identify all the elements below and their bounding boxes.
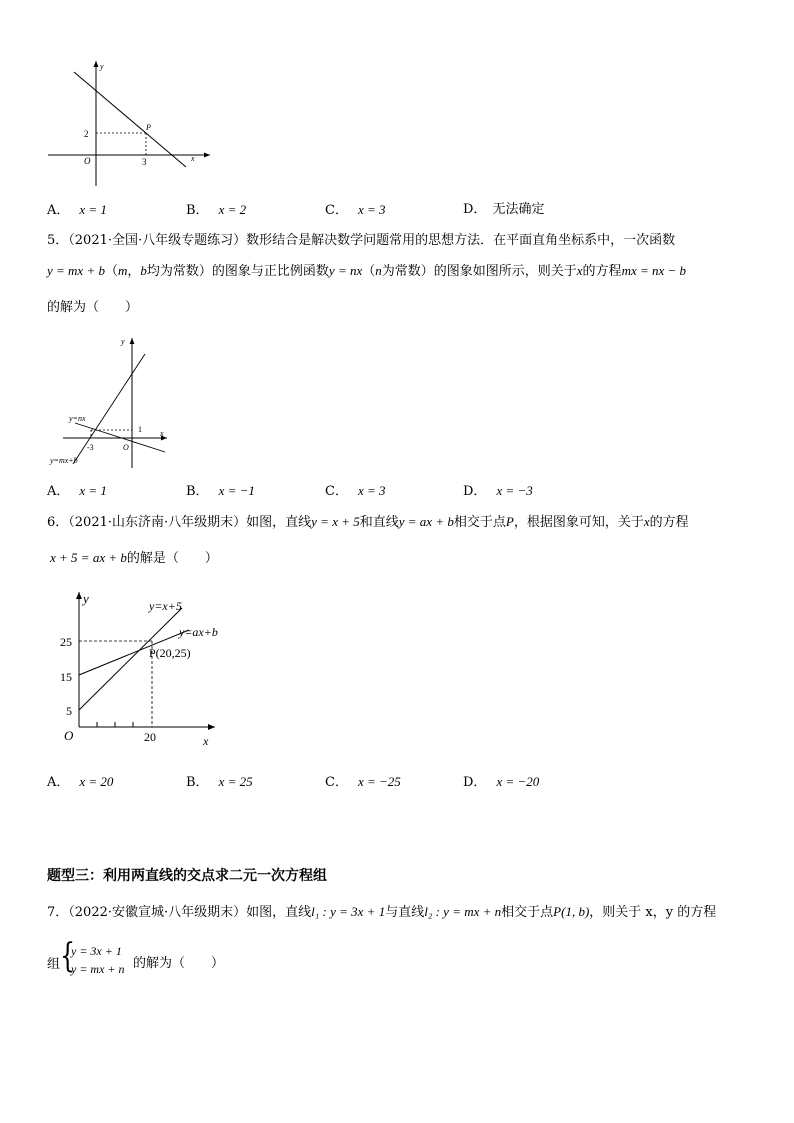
equation-l2: l₂ : y = mx + n (424, 904, 502, 919)
q4-option-b[interactable] (186, 201, 246, 220)
var-m: m (118, 263, 128, 278)
fig5-ymxb-label: y=mx+b (50, 456, 78, 465)
q5-option-b[interactable] (186, 482, 255, 501)
fig6-tick-15: 15 (60, 670, 72, 684)
fig6-y-label: y (83, 591, 89, 606)
option-label: B． (186, 484, 209, 499)
equation: mx = nx − b (621, 263, 687, 278)
fig5-y-label: y (121, 337, 125, 346)
text: 为常数）的图象如图所示，则关于 (381, 264, 577, 279)
q4-option-c[interactable] (325, 201, 386, 220)
question-text: 相交于点 (501, 905, 554, 920)
q6-line1 (47, 513, 689, 532)
var-n: n (375, 263, 382, 278)
question-source: （2022·安徽宣城·八年级期末） (68, 905, 247, 920)
q5-line3 (47, 299, 138, 317)
question-text: 的方程 (649, 515, 689, 530)
var-x: x (643, 514, 650, 529)
question-text: 数形结合是解决数学问题常用的思想方法．在平面直角坐标系中，一次函数 (246, 233, 676, 248)
fig5-tick-1: 1 (138, 425, 142, 434)
option-math: x = 1 (79, 202, 107, 217)
fig6-tick-25: 25 (60, 635, 72, 649)
q4-option-a[interactable] (47, 201, 107, 220)
q6-option-a[interactable] (47, 773, 113, 792)
q5-line2 (47, 262, 686, 281)
question-number: 5． (47, 233, 69, 248)
figure-q5-graph (45, 332, 175, 472)
fig1-tick-2: 2 (84, 129, 89, 139)
option-label: A． (47, 203, 70, 218)
fig1-x-label: x (191, 154, 195, 163)
figure-q6-graph (55, 588, 230, 750)
q7-answer-prompt: 的解为（ ） (133, 956, 225, 971)
text: （ (104, 264, 118, 279)
option-math: x = 3 (357, 483, 386, 498)
option-label: A． (47, 484, 70, 499)
q7-line2-prefix: 组 (47, 957, 61, 972)
question-source: （2021·全国·八年级专题练习） (68, 233, 247, 248)
option-label: D． (463, 202, 487, 217)
text: ， (127, 264, 141, 279)
q7-line1 (47, 903, 716, 922)
q6-option-c[interactable] (325, 773, 401, 792)
fig1-tick-3: 3 (142, 157, 147, 167)
question-text: 如图，直线 (246, 905, 312, 920)
option-label: C． (325, 484, 348, 499)
q4-option-d[interactable] (463, 201, 544, 219)
option-label: B． (186, 203, 209, 218)
fig5-x-label: x (160, 429, 164, 438)
fig6-line1-label: y=x+5 (149, 599, 182, 613)
q5-option-c[interactable] (325, 482, 386, 501)
question-text: 如图，直线 (246, 515, 312, 530)
q5-option-d[interactable] (463, 482, 533, 501)
fig6-tick-5: 5 (66, 704, 72, 718)
system-eq-2: y = mx + n (71, 962, 125, 976)
option-math: x = −25 (357, 774, 401, 789)
question-number: 7． (47, 905, 69, 920)
equation-l1: l₁ : y = 3x + 1 (311, 904, 386, 919)
fig6-tick-20: 20 (144, 730, 156, 744)
equation-2: y = ax + b (398, 514, 454, 529)
question-text: 与直线 (385, 905, 425, 920)
question-number: 6． (47, 515, 69, 530)
option-label: D． (463, 484, 487, 499)
option-label: D． (463, 775, 487, 790)
equation-linear: y = mx + b (47, 263, 105, 278)
fig5-tick-m3: -3 (87, 443, 94, 452)
option-label: A． (47, 775, 70, 790)
option-label: C． (325, 775, 348, 790)
system-eq-1: y = 3x + 1 (71, 944, 122, 958)
option-label: B． (186, 775, 209, 790)
question-text: 和直线 (359, 515, 399, 530)
question-text: ，根据图象可知，关于 (513, 515, 644, 530)
section-heading: 题型三：利用两直线的交点求二元一次方程组 (47, 868, 327, 884)
q5-line1 (47, 232, 675, 250)
point-p: P (505, 514, 514, 529)
question-text: ，则关于 x，y 的方程 (589, 905, 717, 920)
q6-option-d[interactable] (463, 773, 539, 792)
fig6-line2-label: y=ax+b (179, 625, 218, 639)
equation-proportional: y = nx (328, 263, 363, 278)
var-x: x (576, 263, 583, 278)
fig1-origin: O (84, 156, 91, 166)
point-p: P(1, b) (553, 904, 590, 919)
text: 均为常数）的图象与正比例函数 (146, 264, 329, 279)
option-math: x = 1 (79, 483, 107, 498)
text: 的方程 (582, 264, 622, 279)
option-math: x = −3 (496, 483, 533, 498)
fig5-ynx-label: y=nx (69, 414, 86, 423)
answer-prompt: 的解是（ ） (126, 551, 218, 566)
var-b: b (140, 263, 147, 278)
fig1-y-label: y (100, 62, 104, 71)
fig1-p-label: P (146, 123, 151, 132)
answer-prompt: 的解为（ ） (47, 300, 139, 315)
fig5-origin: O (123, 443, 129, 452)
text: （ (362, 264, 376, 279)
figure-q4-graph (40, 55, 220, 195)
option-math: x = −1 (218, 483, 255, 498)
option-math: x = 3 (357, 202, 386, 217)
q6-option-b[interactable] (186, 773, 253, 792)
option-math: x = 2 (218, 202, 247, 217)
option-label: C． (325, 203, 348, 218)
fig6-origin: O (64, 728, 74, 743)
system-brace: { (60, 936, 76, 976)
question-text: 相交于点 (453, 515, 506, 530)
fig6-x-label: x (203, 734, 209, 748)
option-math: x = 20 (79, 774, 114, 789)
equation-1: y = x + 5 (311, 514, 360, 529)
option-math: x = 25 (218, 774, 253, 789)
question-source: （2021·山东济南·八年级期末） (68, 515, 247, 530)
q6-line2 (50, 549, 218, 568)
option-text: 无法确定 (492, 202, 545, 217)
equation: x + 5 = ax + b (50, 550, 127, 565)
option-math: x = −20 (496, 774, 540, 789)
fig6-point-label: P(20,25) (149, 646, 191, 660)
q5-option-a[interactable] (47, 482, 107, 501)
